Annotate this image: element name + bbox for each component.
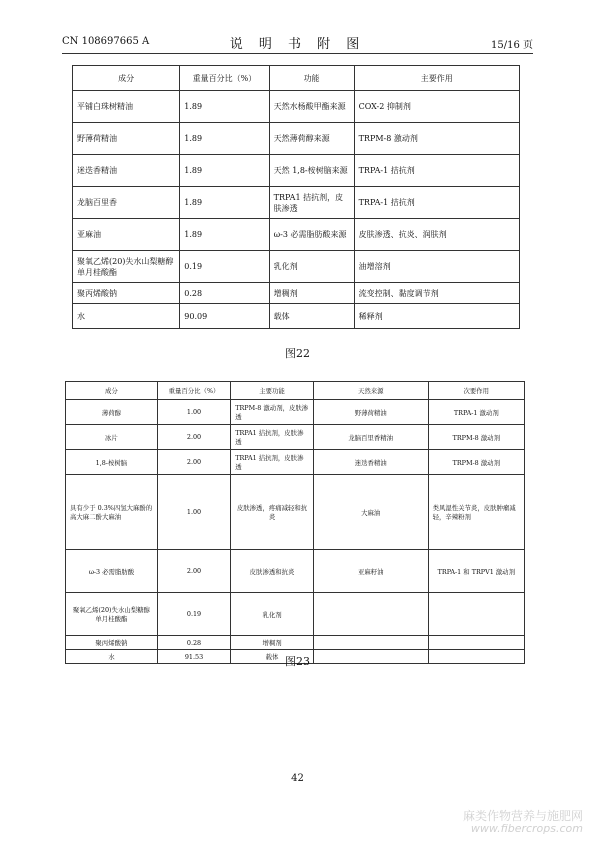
table-cell: 亚麻籽油: [313, 550, 428, 593]
table-cell: 天然 1,8-桉树脑来源: [269, 155, 354, 187]
table-header-row: [73, 66, 520, 91]
table-row: [73, 283, 520, 304]
table-row: [73, 187, 520, 219]
table-cell: 亚麻油: [73, 219, 180, 251]
table-cell: 载体: [231, 650, 314, 664]
table-cell: 1,8-桉树脑: [66, 450, 158, 475]
page-indicator: 15/16 页: [491, 40, 533, 51]
table-cell: 0.28: [180, 283, 269, 304]
table-row: [73, 219, 520, 251]
table-row: [66, 636, 525, 650]
document-title: 说 明 书 附 图: [229, 37, 366, 52]
column-header: 功能: [269, 66, 354, 91]
figure-caption-23: 图23: [285, 655, 310, 668]
column-header: 主要作用: [354, 66, 519, 91]
table-cell: TRPM-8 激动剂: [354, 123, 519, 155]
table-cell: TRPM-8 激动剂，皮肤渗透: [231, 400, 314, 425]
table-cell: 龙脑百里香: [73, 187, 180, 219]
table-header-row: [66, 382, 525, 400]
table-cell: 增稠剂: [231, 636, 314, 650]
table-cell: 皮肤渗透，疼痛减轻和抗炎: [231, 475, 314, 550]
table-row: [66, 550, 525, 593]
table-cell: 龙脑百里香精油: [313, 425, 428, 450]
table-cell: 聚丙烯酸钠: [73, 283, 180, 304]
table-row: [66, 450, 525, 475]
table-cell: 水: [66, 650, 158, 664]
table-cell: 天然薄荷醇来源: [269, 123, 354, 155]
table-cell: TRPA1 拮抗剂，皮肤渗透: [231, 425, 314, 450]
table-cell: ω-3 必需脂肪酸来源: [269, 219, 354, 251]
table-cell: 乳化剂: [269, 251, 354, 283]
table-cell: TRPA-1 激动剂: [428, 400, 524, 425]
table-cell: TRPA1 拮抗剂，皮肤渗透: [231, 450, 314, 475]
table-cell: 薄荷醇: [66, 400, 158, 425]
table-cell: 0.19: [157, 593, 230, 636]
table-cell: COX-2 抑制剂: [354, 91, 519, 123]
column-header: 重量百分比（%）: [157, 382, 230, 400]
table-cell: 稀释剂: [354, 304, 519, 329]
table-cell: 野薄荷精油: [73, 123, 180, 155]
column-header: 成分: [73, 66, 180, 91]
column-header: 主要功能: [231, 382, 314, 400]
table-cell: 聚丙烯酸钠: [66, 636, 158, 650]
table-row: [66, 425, 525, 450]
table-cell: 增稠剂: [269, 283, 354, 304]
figure-caption-22: 图22: [285, 347, 310, 360]
table-cell: 大麻油: [313, 475, 428, 550]
table-cell: TRPM-8 激动剂: [428, 425, 524, 450]
figure-23-table: [65, 381, 525, 664]
table-cell: 1.89: [180, 219, 269, 251]
table-cell: 迷迭香精油: [73, 155, 180, 187]
table-cell: 2.00: [157, 550, 230, 593]
table-cell: 类风湿性关节炎，皮肤肿瘤减轻，辛辣粉剂: [428, 475, 524, 550]
table-cell: [313, 636, 428, 650]
table-cell: 1.89: [180, 155, 269, 187]
column-header: 成分: [66, 382, 158, 400]
figure-22-table: [72, 65, 520, 329]
table-row: [73, 91, 520, 123]
watermark-url: www.fibercrops.com: [470, 822, 583, 835]
header-rule: [62, 53, 533, 54]
table-cell: [428, 636, 524, 650]
table-cell: 91.53: [157, 650, 230, 664]
table-cell: 载体: [269, 304, 354, 329]
table-cell: 乳化剂: [231, 593, 314, 636]
table-cell: TRPA-1 和 TRPV1 激动剂: [428, 550, 524, 593]
table-cell: 0.19: [180, 251, 269, 283]
patent-number: CN 108697665 A: [62, 36, 150, 47]
table-cell: 1.00: [157, 475, 230, 550]
table-cell: 流变控制、黏度调节剂: [354, 283, 519, 304]
table-cell: TRPA-1 拮抗剂: [354, 155, 519, 187]
column-header: 重量百分比（%）: [180, 66, 269, 91]
table-cell: 平铺白珠树精油: [73, 91, 180, 123]
watermark-site-name: 麻类作物营养与施肥网: [462, 809, 583, 823]
table-cell: 冰片: [66, 425, 158, 450]
table-row: [73, 123, 520, 155]
table-cell: [428, 593, 524, 636]
table-row: [73, 251, 520, 283]
table-cell: 聚氧乙烯(20)失水山梨糖醇单月桂酸酯: [73, 251, 180, 283]
page-number: 42: [291, 773, 304, 784]
table-cell: 具有少于 0.3%四氢大麻酚的高大麻二酚大麻油: [66, 475, 158, 550]
table-cell: [313, 593, 428, 636]
table-row: [66, 593, 525, 636]
column-header: 天然来源: [313, 382, 428, 400]
table-cell: 水: [73, 304, 180, 329]
table-row: [73, 304, 520, 329]
table-cell: 2.00: [157, 450, 230, 475]
table-cell: 1.89: [180, 91, 269, 123]
table-cell: TRPM-8 激动剂: [428, 450, 524, 475]
table-row: [73, 155, 520, 187]
table-cell: 皮肤渗透、抗炎、润肤剂: [354, 219, 519, 251]
table-cell: ω-3 必需脂肪酸: [66, 550, 158, 593]
table-cell: 0.28: [157, 636, 230, 650]
table-cell: 1.89: [180, 187, 269, 219]
table-cell: TRPA1 拮抗剂，皮肤渗透: [269, 187, 354, 219]
table-cell: 皮肤渗透和抗炎: [231, 550, 314, 593]
table-cell: 天然水杨酸甲酯来源: [269, 91, 354, 123]
table-cell: 1.00: [157, 400, 230, 425]
table-cell: 野薄荷精油: [313, 400, 428, 425]
table-cell: TRPA-1 拮抗剂: [354, 187, 519, 219]
column-header: 次要作用: [428, 382, 524, 400]
table-cell: 聚氧乙烯(20)失水山梨糖醇单月桂酸酯: [66, 593, 158, 636]
table-row: [66, 400, 525, 425]
table-cell: 迷迭香精油: [313, 450, 428, 475]
table-cell: 2.00: [157, 425, 230, 450]
table-cell: 90.09: [180, 304, 269, 329]
table-row: [66, 475, 525, 550]
table-cell: 1.89: [180, 123, 269, 155]
table-cell: 油增溶剂: [354, 251, 519, 283]
